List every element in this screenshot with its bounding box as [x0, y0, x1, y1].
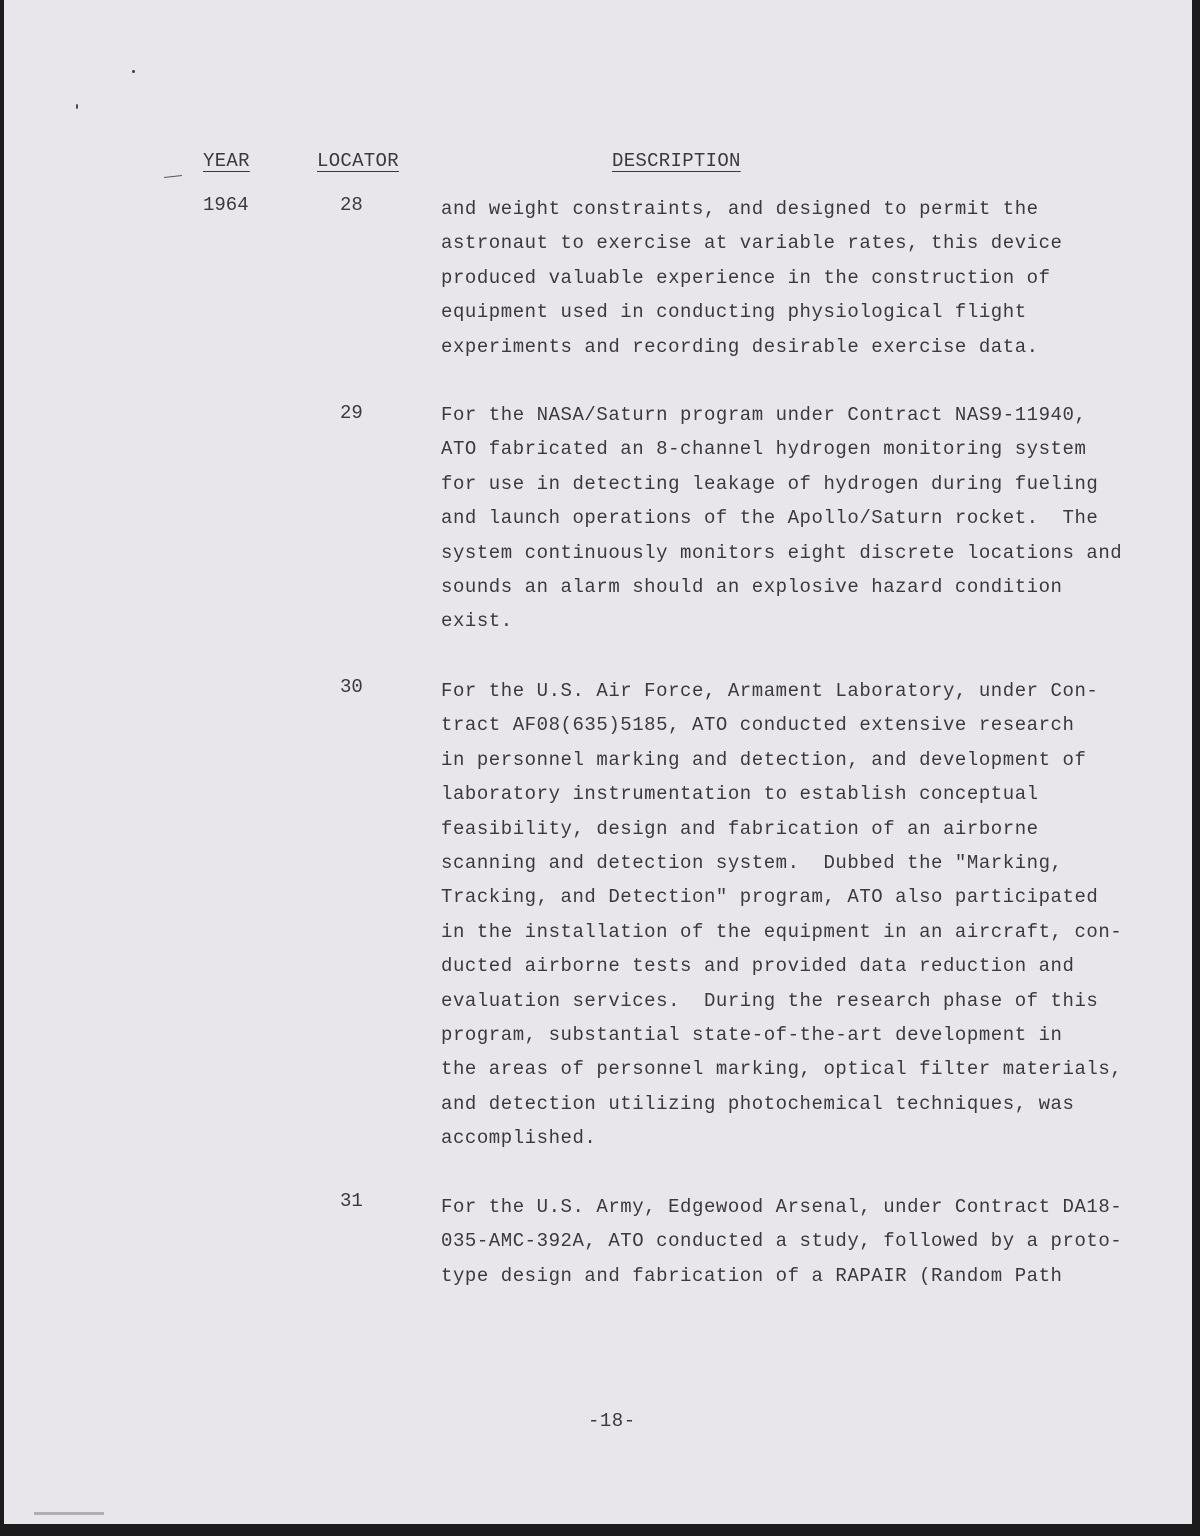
year-value: 1964	[203, 194, 249, 216]
locator-29: 29	[340, 402, 363, 424]
description-line: evaluation services. During the research phase of this	[441, 989, 1099, 1012]
description-line: tract AF08(635)5185, ATO conducted extensive research	[441, 714, 1075, 737]
description-line: system continuously monitors eight discrete locations and	[441, 541, 1123, 564]
description-line: in personnel marking and detection, and development of	[441, 748, 1087, 771]
description-line: For the NASA/Saturn program under Contract NAS9-11940,	[441, 404, 1087, 426]
description-line: and weight constraints, and designed to permit the	[441, 198, 1039, 220]
description-line: astronaut to exercise at variable rates, this device	[441, 232, 1063, 255]
description-line: experiments and recording desirable exercise data.	[441, 335, 1039, 358]
description-line: for use in detecting leakage of hydrogen during fueling	[441, 472, 1099, 495]
description-line: exist.	[441, 610, 513, 633]
description-line: and launch operations of the Apollo/Saturn rocket. The	[441, 507, 1099, 530]
margin-mark	[164, 175, 182, 178]
document-page	[4, 0, 1192, 1524]
description-line: accomplished.	[441, 1127, 597, 1150]
paper-speck	[132, 70, 135, 73]
entry-description-30	[441, 674, 1161, 1155]
description-line: laboratory instrumentation to establish conceptual	[441, 783, 1039, 806]
description-line: produced valuable experience in the construction of	[441, 266, 1051, 289]
description-line: ducted airborne tests and provided data reduction and	[441, 955, 1075, 978]
column-header-year: YEAR	[203, 150, 250, 172]
column-header-locator: LOCATOR	[317, 150, 399, 172]
description-line: equipment used in conducting physiological flight	[441, 301, 1027, 324]
entry-description-28	[441, 192, 1161, 364]
page-number: -18-	[588, 1410, 636, 1432]
column-header-description: DESCRIPTION	[612, 150, 741, 172]
locator-30: 30	[340, 676, 363, 698]
entry-description-29	[441, 398, 1161, 639]
description-line: Tracking, and Detection" program, ATO also participated	[441, 886, 1099, 909]
description-line: scanning and detection system. Dubbed the "Marking,	[441, 851, 1063, 874]
locator-28: 28	[340, 194, 363, 216]
description-line: For the U.S. Army, Edgewood Arsenal, under Contract DA18-	[441, 1196, 1123, 1218]
description-line: the areas of personnel marking, optical filter materials,	[441, 1058, 1123, 1081]
description-line: in the installation of the equipment in an aircraft, con-	[441, 920, 1123, 943]
description-line: For the U.S. Air Force, Armament Laboratory, under Con-	[441, 680, 1099, 702]
description-line: sounds an alarm should an explosive hazard condition	[441, 575, 1063, 598]
description-line: 035-AMC-392A, ATO conducted a study, followed by a proto-	[441, 1230, 1123, 1253]
description-line: feasibility, design and fabrication of an airborne	[441, 817, 1039, 840]
description-line: and detection utilizing photochemical techniques, was	[441, 1092, 1075, 1115]
description-line: program, substantial state-of-the-art development in	[441, 1023, 1063, 1046]
scan-edge-mark	[34, 1512, 104, 1515]
description-line: ATO fabricated an 8-channel hydrogen monitoring system	[441, 438, 1087, 461]
locator-31: 31	[340, 1190, 363, 1212]
paper-speck	[76, 104, 78, 109]
entry-description-31	[441, 1190, 1161, 1293]
description-line: type design and fabrication of a RAPAIR (Random Path	[441, 1264, 1063, 1287]
